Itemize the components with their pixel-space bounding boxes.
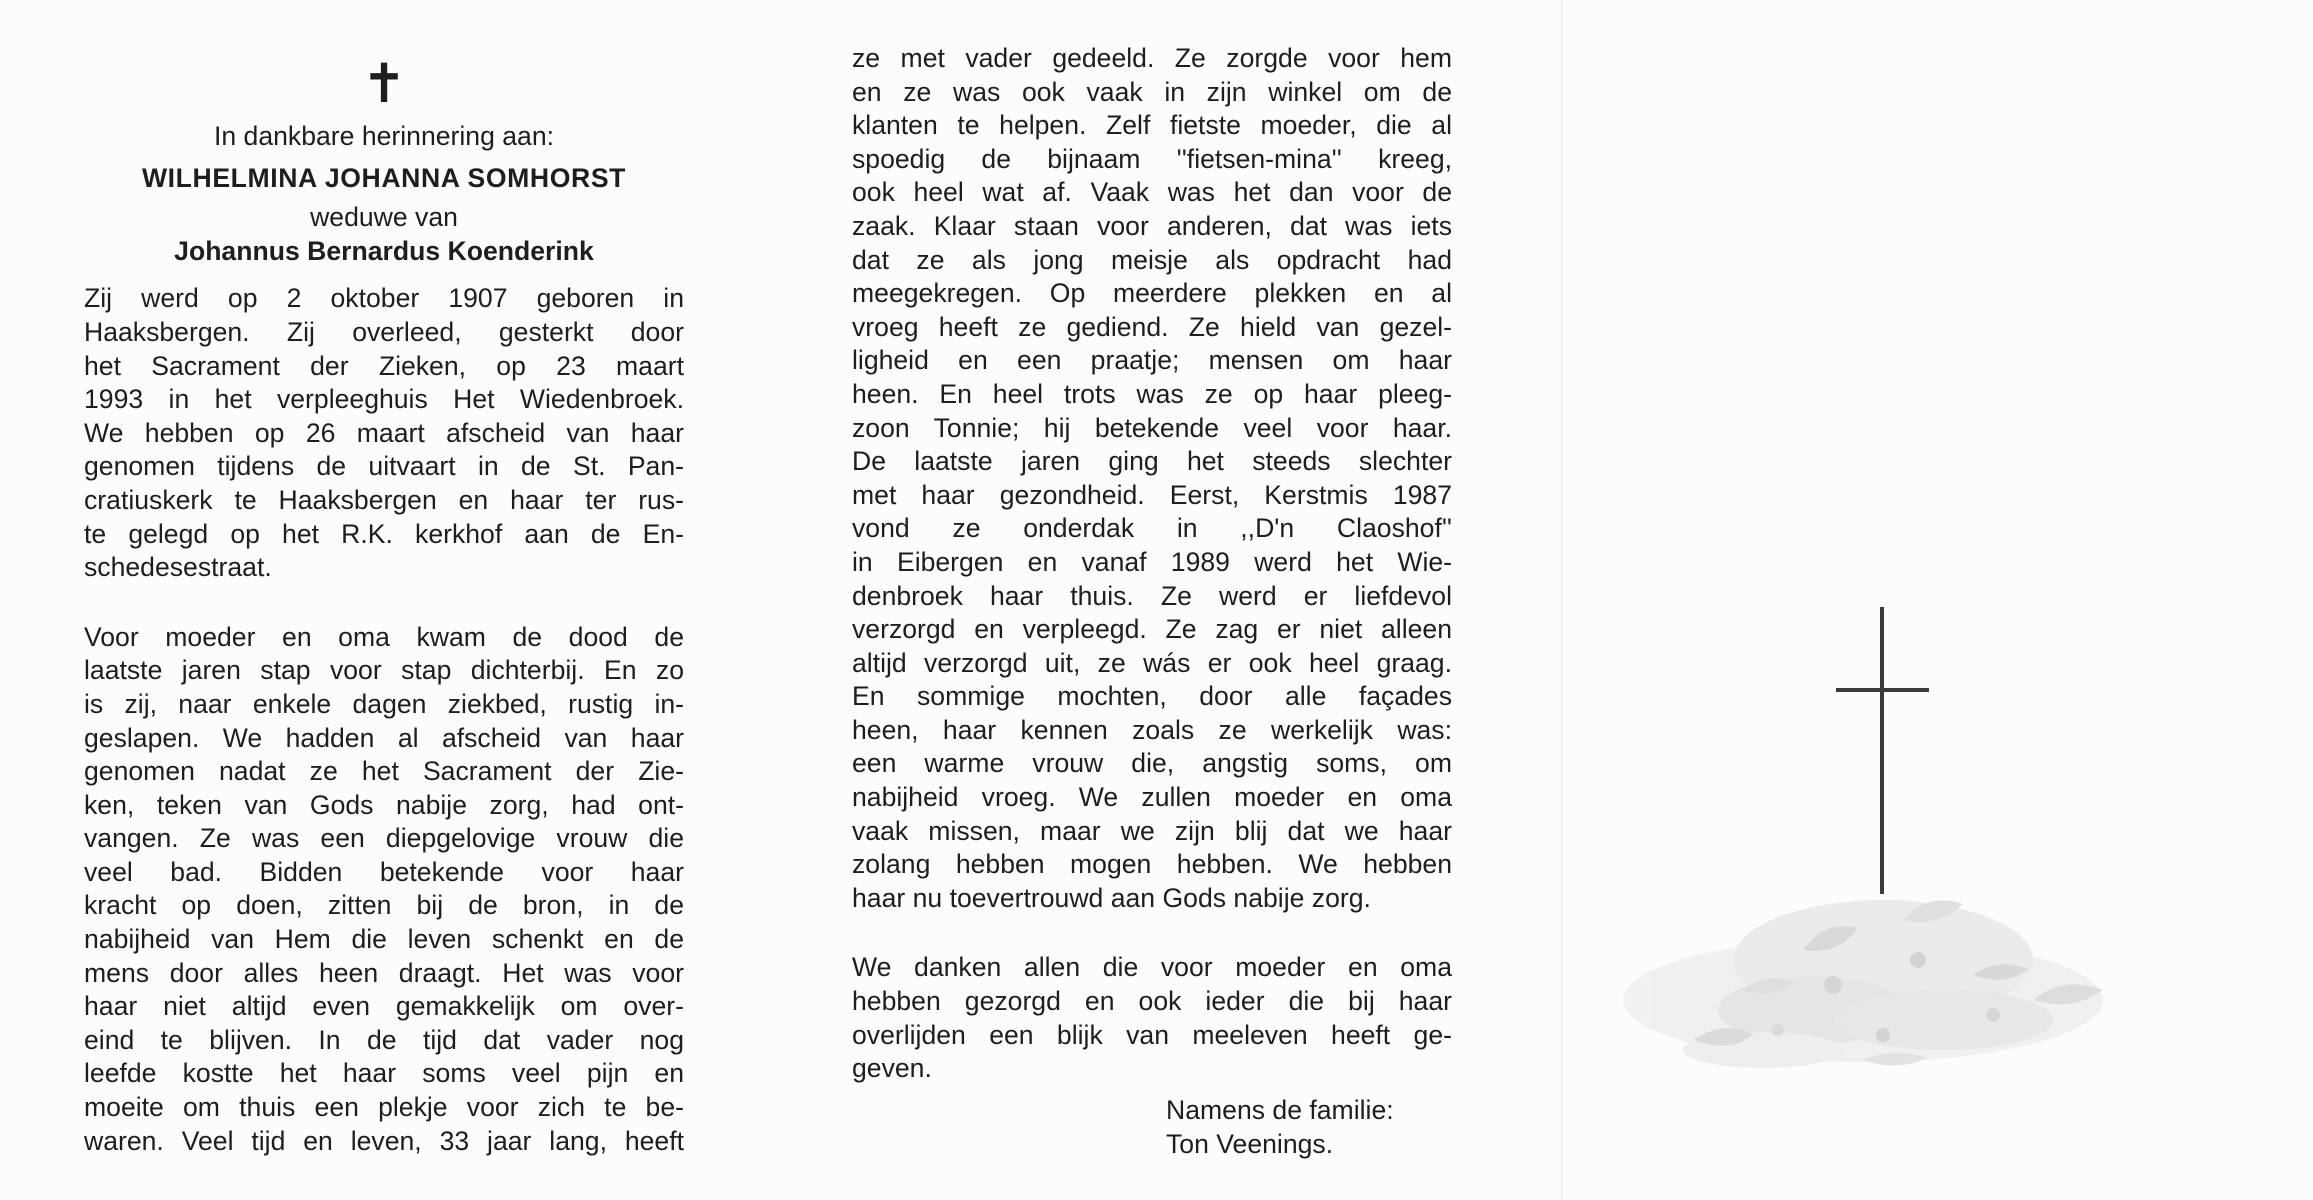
text-line: Haaksbergen. Zij overleed, gesterkt door	[84, 316, 684, 347]
text-line: spoedig de bijnaam ''fietsen-mina'' kreeg,	[852, 143, 1452, 174]
signatory-name: Ton Veenings.	[1166, 1128, 1334, 1159]
intro-text: In dankbare herinnering aan:	[213, 121, 555, 151]
on-behalf-text: Namens de familie:	[1166, 1094, 1394, 1125]
text-line: heen, haar kennen zoals ze werkelijk was:	[852, 714, 1452, 745]
text-line: ken, teken van Gods nabije zorg, had ont-	[84, 789, 684, 820]
signature-block	[1166, 1094, 1452, 1162]
middle-column	[852, 42, 1452, 1162]
text-line: en ze was ook vaak in zijn winkel om de	[852, 76, 1452, 107]
text-line: cratiuskerk te Haaksbergen en haar ter rus-	[84, 484, 684, 515]
text-line: nabijheid vroeg. We zullen moeder en oma	[852, 782, 1452, 813]
text-line: denbroek haar thuis. Ze werd er liefdevol	[852, 580, 1452, 611]
text-line: veel bad. Bidden betekende voor haar	[84, 856, 684, 887]
text-line: zolang hebben mogen hebben. We hebben	[852, 849, 1452, 880]
text-line: haar nu toevertrouwd aan Gods nabije zorg.	[852, 882, 1371, 913]
text-line: vaak missen, maar we zijn blij dat we haar	[852, 815, 1452, 846]
thanks-paragraph	[852, 951, 1452, 1085]
text-line: kracht op doen, zitten bij de bron, in de	[84, 890, 684, 921]
text-line: hebben gezorgd en ook ieder die bij haar	[852, 986, 1452, 1017]
text-line: meegekregen. Op meerdere plekken en al	[852, 278, 1452, 309]
text-line: We danken allen die voor moeder en oma	[852, 952, 1452, 983]
text-line: De laatste jaren ging het steeds slechter	[852, 446, 1452, 477]
flowers-drawing	[1623, 900, 2103, 1068]
text-line: vangen. Ze was een diepgelovige vrouw die	[84, 823, 684, 854]
deceased-name: WILHELMINA JOHANNA SOMHORST	[141, 162, 627, 193]
text-line: Voor moeder en oma kwam de dood de	[84, 621, 684, 652]
text-line: ook heel wat af. Vaak was het dan voor de	[852, 177, 1452, 208]
text-line: het Sacrament der Zieken, op 23 maart	[84, 350, 684, 381]
story-paragraph-right	[852, 42, 1452, 915]
text-line: eind te blijven. In de tijd dat vader nog	[84, 1024, 684, 1055]
text-line: altijd verzorgd uit, ze wás er ook heel graag.	[852, 647, 1452, 678]
text-line: geven.	[852, 1053, 932, 1084]
text-line: ze met vader gedeeld. Ze zorgde voor hem	[852, 43, 1452, 73]
text-line: klanten te helpen. Zelf fietste moeder, die al	[852, 110, 1452, 141]
cross-with-flowers-illustration	[1563, 0, 2313, 1200]
cross-vertical-bar	[1880, 607, 1884, 894]
text-line: moeite om thuis een plekje voor zich te be-	[84, 1092, 684, 1123]
text-line: overlijden een blijk van meeleven heeft ge-	[852, 1019, 1452, 1050]
text-line: laatste jaren stap voor stap dichterbij. En zo	[84, 655, 684, 686]
text-line: geslapen. We hadden al afscheid van haar	[84, 722, 684, 753]
text-line: 1993 in het verpleeghuis Het Wiedenbroek.	[84, 384, 684, 415]
story-paragraph-left	[84, 621, 684, 1159]
text-line: dat ze als jong meisje als opdracht had	[852, 244, 1452, 275]
widow-of-text: weduwe van	[310, 202, 458, 233]
text-line: En sommige mochten, door alle façades	[852, 681, 1452, 712]
text-line: een warme vrouw die, angstig soms, om	[852, 748, 1452, 779]
text-line: mens door alles heen draagt. Het was voor	[84, 957, 684, 988]
text-line: zoon Tonnie; hij betekende veel voor haar.	[852, 412, 1452, 443]
text-line: ligheid en een praatje; mensen om haar	[852, 345, 1452, 376]
text-line: genomen nadat ze het Sacrament der Zie-	[84, 756, 684, 787]
bio-paragraph	[84, 282, 684, 584]
text-line: genomen tijdens de uitvaart in de St. Pan-	[84, 451, 684, 482]
text-line: heen. En heel trots was ze op haar pleeg-	[852, 378, 1452, 409]
latin-cross-icon: ✝	[361, 52, 407, 115]
text-line: in Eibergen en vanaf 1989 werd het Wie-	[852, 546, 1452, 577]
cross-crossbar-rendered	[1836, 688, 1929, 692]
text-line: Zij werd op 2 oktober 1907 geboren in	[84, 283, 684, 314]
text-line: zaak. Klaar staan voor anderen, dat was iets	[852, 210, 1452, 241]
text-line: met haar gezondheid. Eerst, Kerstmis 1987	[852, 479, 1452, 510]
text-line: nabijheid van Hem die leven schenkt en de	[84, 924, 684, 955]
left-column	[84, 52, 684, 1158]
text-line: schedesestraat.	[84, 552, 272, 583]
text-line: waren. Veel tijd en leven, 33 jaar lang, heeft	[84, 1125, 684, 1156]
text-line: vond ze onderdak in ,,D'n Claoshof''	[852, 513, 1452, 544]
spouse-name: Johannus Bernardus Koenderink	[174, 235, 594, 266]
text-line: We hebben op 26 maart afscheid van haar	[84, 417, 684, 448]
text-line: verzorgd en verpleegd. Ze zag er niet alleen	[852, 614, 1452, 645]
text-line: haar niet altijd even gemakkelijk om over-	[84, 991, 684, 1022]
text-line: te gelegd op het R.K. kerkhof aan de En-	[84, 518, 684, 549]
text-line: is zij, naar enkele dagen ziekbed, rustig in-	[84, 688, 684, 719]
text-line: leefde kostte het haar soms veel pijn en	[84, 1058, 684, 1089]
text-line: vroeg heeft ze gediend. Ze hield van gezel-	[852, 311, 1452, 342]
